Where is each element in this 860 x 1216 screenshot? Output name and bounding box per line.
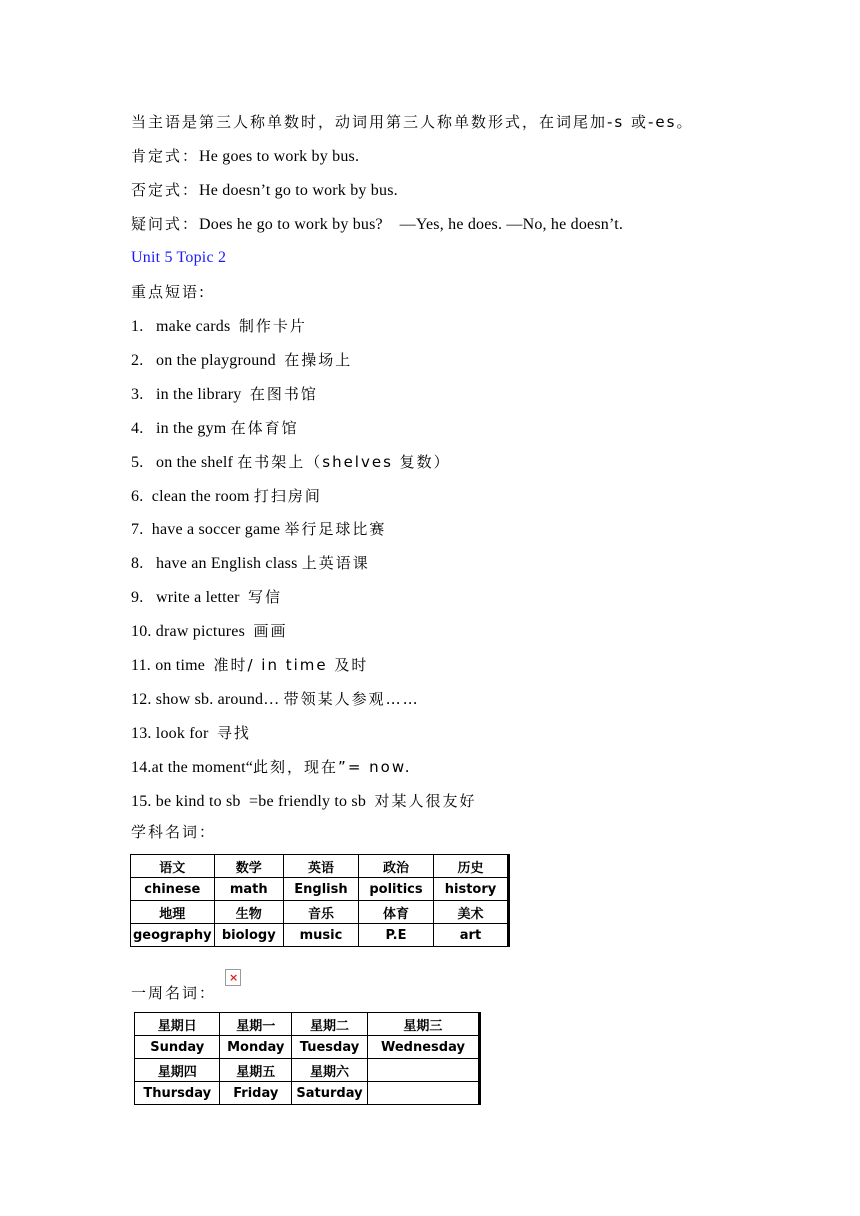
phrase-item <box>131 553 370 574</box>
table-cell: 数学 <box>214 855 283 878</box>
subjects-heading: 学科名词： <box>131 823 217 841</box>
question-label: 疑问式： <box>131 215 200 233</box>
question-sentence: Does he go to work by bus? —Yes, he does. —No, he doesn’t. <box>199 216 624 233</box>
table-cell: music <box>283 924 358 947</box>
table-cell: 星期一 <box>220 1013 292 1036</box>
table-cell: Saturday <box>292 1082 368 1105</box>
phrase-chinese: 在书架上（shelves 复数） <box>237 452 451 471</box>
subjects-row <box>131 878 509 901</box>
phrase-english: 3. in the library <box>131 385 250 403</box>
phrase-item <box>131 757 412 778</box>
negative-sentence: He doesn’t go to work by bus. <box>199 182 398 199</box>
phrase-english: 7. have a soccer game <box>131 521 285 539</box>
phrase-english: 12. show sb. around… <box>131 690 284 708</box>
table-cell: 星期五 <box>220 1059 292 1082</box>
phrase-chinese: 制作卡片 <box>238 317 307 335</box>
broken-image-icon: × <box>225 969 241 986</box>
table-cell: 地理 <box>131 901 215 924</box>
phrase-chinese: 准时/ in time 及时 <box>213 656 369 674</box>
phrase-item <box>131 621 287 642</box>
phrase-item <box>131 384 318 405</box>
phrase-chinese: 此刻，现在”= now. <box>253 757 412 776</box>
table-cell: chinese <box>131 878 215 901</box>
table-cell: 体育 <box>358 901 433 924</box>
week-row <box>135 1013 480 1036</box>
table-cell: 星期三 <box>367 1013 479 1036</box>
phrase-item <box>131 519 386 540</box>
table-cell: 语文 <box>131 855 215 878</box>
phrase-item <box>131 452 451 473</box>
phrase-chinese: 写信 <box>248 588 283 607</box>
negative-label: 否定式： <box>131 181 200 199</box>
phrase-english: 14.at the moment“ <box>131 758 254 776</box>
unit-heading: Unit 5 Topic 2 <box>131 249 227 266</box>
table-cell: art <box>433 924 508 947</box>
table-cell: history <box>433 878 508 901</box>
phrase-english: 1. make cards <box>131 318 239 335</box>
phrase-chinese: 寻找 <box>216 723 251 742</box>
phrase-item <box>131 689 420 710</box>
table-cell: English <box>283 878 358 901</box>
subjects-row <box>131 855 509 878</box>
table-cell: Tuesday <box>292 1036 368 1059</box>
table-cell: 星期六 <box>292 1059 368 1082</box>
phrase-chinese: 打扫房间 <box>253 486 322 505</box>
table-cell: 政治 <box>358 855 433 878</box>
week-table <box>134 1012 481 1105</box>
affirmative-label: 肯定式： <box>131 147 200 165</box>
phrase-english: 15. be kind to sb =be friendly to sb <box>131 792 375 810</box>
table-cell: Monday <box>220 1036 292 1059</box>
phrase-english: 2. on the playground <box>131 351 285 369</box>
grammar-rule-text: 当主语是第三人称单数时，动词用第三人称单数形式，在词尾加-s 或-es。 <box>131 113 694 131</box>
phrase-chinese: 带领某人参观…… <box>283 689 420 708</box>
phrase-item <box>131 723 251 744</box>
table-cell: Thursday <box>135 1082 220 1105</box>
subjects-row <box>131 901 509 924</box>
phrase-item <box>131 486 322 507</box>
affirmative-example <box>131 146 359 167</box>
week-heading: 一周名词： <box>131 984 217 1002</box>
affirmative-sentence: He goes to work by bus. <box>199 148 360 165</box>
phrase-item <box>131 655 368 676</box>
table-cell <box>367 1082 479 1105</box>
phrase-english: 4. in the gym <box>131 419 231 437</box>
table-cell: Sunday <box>135 1036 220 1059</box>
phrase-english: 6. clean the room <box>131 487 254 505</box>
phrase-chinese: 在体育馆 <box>230 418 299 437</box>
phrase-item <box>131 418 299 439</box>
phrase-chinese: 上英语课 <box>301 554 370 573</box>
phrase-english: 13. look for <box>131 724 217 742</box>
question-example <box>131 214 623 235</box>
table-cell: 英语 <box>283 855 358 878</box>
phrase-item <box>131 316 307 337</box>
phrase-chinese: 在图书馆 <box>249 384 318 403</box>
phrase-english: 11. on time <box>131 657 214 674</box>
table-cell: math <box>214 878 283 901</box>
table-cell: 生物 <box>214 901 283 924</box>
table-cell: Friday <box>220 1082 292 1105</box>
negative-example <box>131 180 398 201</box>
week-row <box>135 1059 480 1082</box>
table-cell: politics <box>358 878 433 901</box>
table-cell: 历史 <box>433 855 508 878</box>
table-cell: P.E <box>358 924 433 947</box>
table-cell <box>367 1059 479 1082</box>
phrase-item <box>131 587 282 608</box>
table-cell: 星期日 <box>135 1013 220 1036</box>
phrase-english: 10. draw pictures <box>131 623 254 641</box>
phrase-chinese: 画画 <box>253 622 288 641</box>
phrase-chinese: 对某人很友好 <box>374 791 477 810</box>
phrase-chinese: 举行足球比赛 <box>284 520 387 539</box>
phrases-heading: 重点短语: <box>131 283 207 301</box>
table-cell: biology <box>214 924 283 947</box>
table-cell: Wednesday <box>367 1036 479 1059</box>
table-cell: 星期四 <box>135 1059 220 1082</box>
subjects-table <box>130 854 510 947</box>
phrase-english: 5. on the shelf <box>131 453 238 471</box>
table-cell: geography <box>131 924 215 947</box>
subjects-row <box>131 924 509 947</box>
table-cell: 音乐 <box>283 901 358 924</box>
week-row <box>135 1082 480 1105</box>
phrase-item <box>131 350 352 371</box>
table-cell: 星期二 <box>292 1013 368 1036</box>
phrase-chinese: 在操场上 <box>284 350 353 369</box>
week-row <box>135 1036 480 1059</box>
phrase-english: 9. write a letter <box>131 589 249 607</box>
phrase-english: 8. have an English class <box>131 555 302 573</box>
table-cell: 美术 <box>433 901 508 924</box>
phrase-item <box>131 791 476 812</box>
